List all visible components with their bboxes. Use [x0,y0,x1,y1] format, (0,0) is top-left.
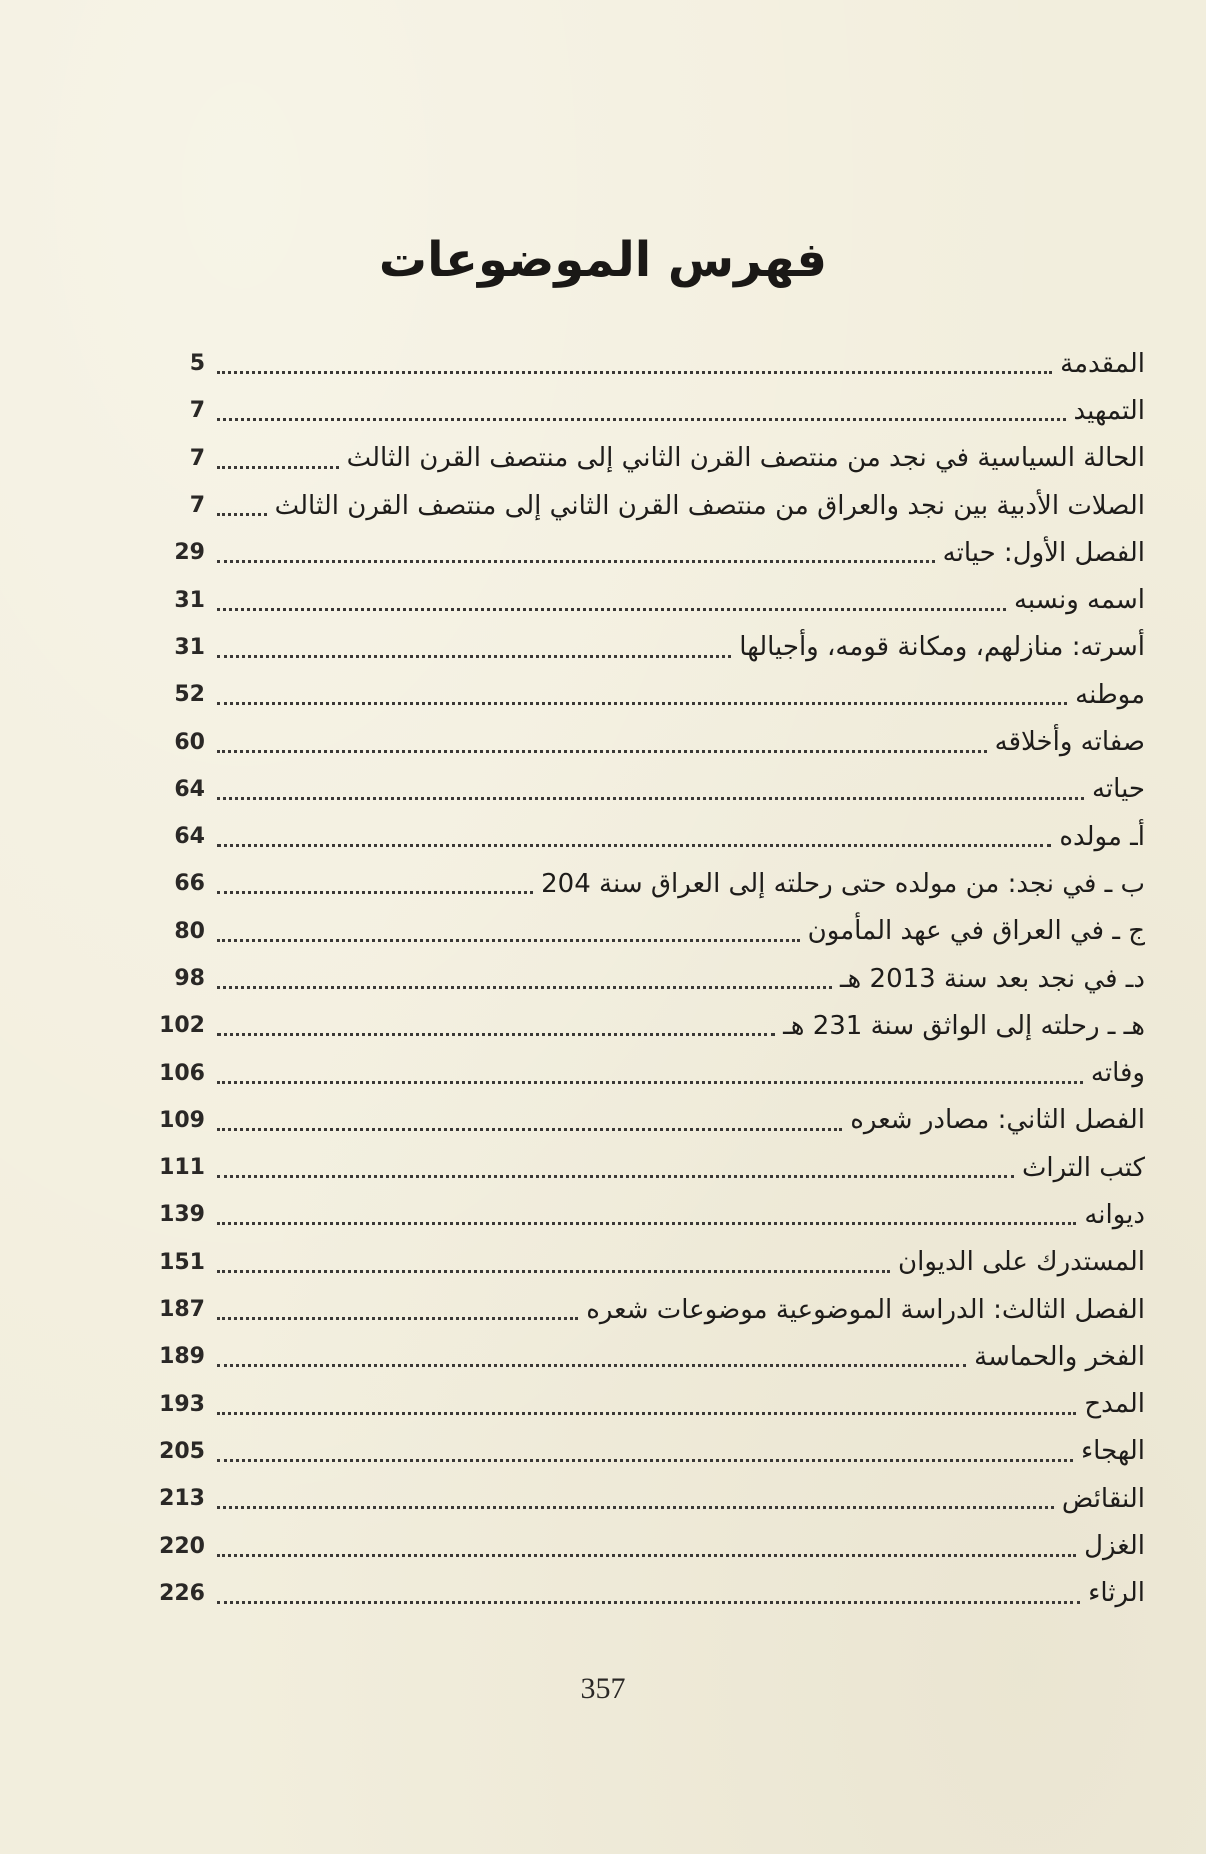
page-title: فهرس الموضوعات [378,232,828,288]
entry-title: الفصل الثالث: الدراسة الموضوعية موضوعات شعره [586,1294,1145,1325]
entry-page-number: 189 [159,1344,205,1370]
entry-page-number: 80 [174,918,205,944]
dot-leader [217,1175,1014,1178]
dot-leader [217,939,800,942]
toc-entry [155,1286,1145,1333]
entry-page-number: 29 [174,540,205,566]
toc-entry [155,718,1145,765]
entry-title: أـ مولده [1059,821,1145,852]
dot-leader [217,1270,890,1273]
toc-entry [155,482,1145,529]
dot-leader [217,1506,1054,1509]
entry-title: المدح [1084,1389,1145,1420]
entry-title: النقائض [1061,1483,1145,1514]
dot-leader [217,1364,966,1367]
toc-entry [155,387,1145,434]
entry-title: حياته [1091,774,1145,805]
entry-page-number: 106 [159,1060,205,1086]
entry-title: الفصل الأول: حياته [942,537,1145,568]
entry-page-number: 52 [174,682,205,708]
dot-leader [217,560,935,563]
toc-entry [155,1333,1145,1380]
toc-entry [155,766,1145,813]
entry-page-number: 111 [159,1155,205,1181]
entry-page-number: 31 [174,634,205,660]
toc-entry [155,860,1145,907]
entry-title: ج ـ في العراق في عهد المأمون [807,916,1145,947]
entry-page-number: 5 [189,351,205,377]
dot-leader [217,1033,775,1036]
entry-page-number: 205 [159,1438,205,1464]
dot-leader [217,702,1067,705]
toc-entry [155,1144,1145,1191]
entry-page-number: 193 [159,1391,205,1417]
toc-entry [155,1191,1145,1238]
entry-page-number: 98 [174,966,205,991]
dot-leader [217,608,1006,611]
entry-title: وفاته [1090,1058,1145,1089]
entry-page-number: 102 [159,1013,205,1039]
toc-entry [155,1428,1145,1475]
entry-title: كتب التراث [1021,1152,1145,1183]
toc-entry [155,955,1145,1002]
toc-entry [155,1049,1145,1096]
entry-title: موطنه [1075,679,1145,710]
dot-leader [217,1601,1080,1604]
entry-page-number: 7 [189,398,205,424]
entry-title: الرثاء [1088,1578,1145,1609]
dot-leader [217,1128,842,1131]
dot-leader [217,750,987,753]
toc-entry [155,435,1145,482]
page-folio-number: 357 [580,1672,626,1705]
entry-title: ب ـ في نجد: من مولده حتى رحلته إلى العراق سنة 204 [541,868,1145,899]
toc-entry [155,576,1145,623]
dot-leader [217,797,1084,800]
entry-page-number: 64 [174,776,205,802]
entry-page-number: 7 [189,445,205,471]
dot-leader [217,1081,1083,1084]
dot-leader [217,1412,1076,1415]
dot-leader [217,891,533,894]
toc-entry [155,340,1145,387]
entry-title: المستدرك على الديوان [898,1247,1145,1278]
toc-entry [155,1097,1145,1144]
table-of-contents [155,340,1145,1617]
entry-page-number: 31 [174,587,205,613]
toc-entry [155,1522,1145,1569]
dot-leader [217,1554,1076,1557]
entry-title: ديوانه [1084,1199,1145,1230]
entry-title: هـ ـ رحلته إلى الواثق سنة 231 هـ [783,1010,1145,1041]
toc-entry [155,1570,1145,1617]
entry-title: الهجاء [1080,1436,1145,1467]
entry-title: المقدمة [1060,348,1145,379]
entry-title: الفخر والحماسة [974,1341,1145,1372]
entry-title: صفاته وأخلاقه [994,727,1145,758]
toc-entry [155,1002,1145,1049]
dot-leader [217,844,1051,847]
entry-page-number: 226 [159,1580,205,1606]
toc-entry [155,1475,1145,1522]
entry-page-number: 66 [174,871,205,897]
entry-page-number: 139 [159,1202,205,1228]
entry-title: الغزل [1084,1531,1145,1562]
dot-leader [217,655,731,658]
entry-title: الحالة السياسية في نجد من منتصف القرن الثاني إلى منتصف القرن الثالث [346,443,1145,474]
dot-leader [217,371,1052,374]
entry-page-number: 60 [174,729,205,755]
entry-page-number: 7 [189,493,205,519]
entry-page-number: 151 [159,1249,205,1275]
entry-page-number: 213 [159,1486,205,1512]
dot-leader [217,986,832,989]
toc-entry [155,813,1145,860]
entry-title: اسمه ونسبه [1013,585,1145,616]
entry-title: التمهيد [1073,395,1145,426]
toc-entry [155,529,1145,576]
toc-entry [155,1381,1145,1428]
dot-leader [217,1317,578,1320]
toc-entry [155,624,1145,671]
dot-leader [217,513,267,516]
entry-page-number: 187 [159,1297,205,1323]
entry-page-number: 109 [159,1107,205,1133]
dot-leader [217,418,1066,421]
entry-page-number: 64 [174,824,205,850]
entry-title: أسرته: منازلهم، ومكانة قومه، وأجيالها [739,632,1145,663]
toc-entry [155,1239,1145,1286]
dot-leader [217,1222,1076,1225]
dot-leader [217,1459,1073,1462]
toc-entry [155,671,1145,718]
dot-leader [217,466,339,469]
entry-title: دـ في نجد بعد سنة 2013 هـ [839,963,1145,994]
entry-title: الصلات الأدبية بين نجد والعراق من منتصف القرن الثاني إلى منتصف القرن الثالث [274,490,1145,521]
entry-title: الفصل الثاني: مصادر شعره [850,1105,1145,1136]
toc-entry [155,908,1145,955]
entry-page-number: 220 [159,1533,205,1559]
